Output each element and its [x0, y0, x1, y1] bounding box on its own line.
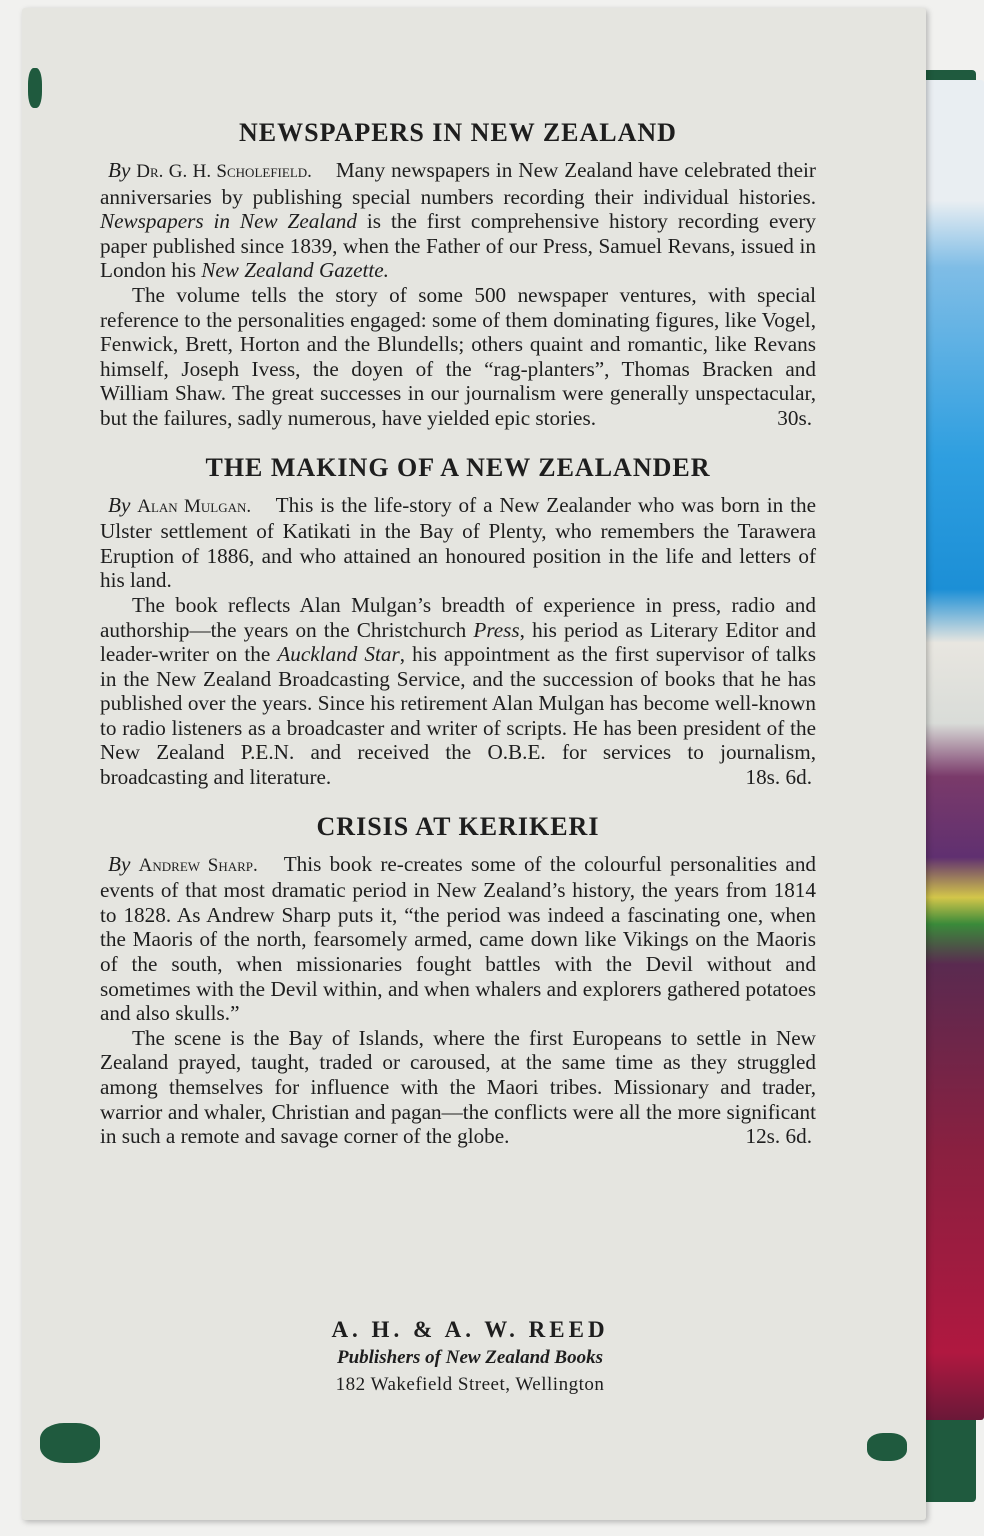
byline-by: By	[108, 492, 131, 517]
newspaper-title-italic: Auckland Star	[277, 642, 400, 667]
section-paragraph	[100, 283, 816, 431]
author-name: Alan Mulgan.	[137, 495, 252, 517]
publisher-tagline: Publishers of New Zealand Books	[336, 1347, 604, 1368]
paragraph-text: The book reflects Alan Mulgan’s breadth of experience in press, radio and authorship—the years on the Christchurch	[100, 592, 816, 642]
section-paragraph	[100, 493, 816, 593]
publisher-imprint	[250, 1315, 690, 1399]
paragraph-text: The scene is the Bay of Islands, where the first Europeans to settle in New Zealand prayed, taught, traded or caroused, at the same time as they struggled among themselves for influence with the Maori tribes. Missionary and trader, warrior and whaler, Christian and pagan—the conflicts were all the more significant in such a remote and savage corner of the globe.	[100, 1025, 816, 1149]
section-making-of-new-zealander	[100, 453, 816, 790]
book-title-italic: Newspapers in New Zealand	[100, 209, 357, 234]
corner-wear-bottom-right	[867, 1433, 907, 1461]
paragraph-text: The volume tells the story of some 500 newspaper ventures, with special reference to the personalities engaged: some of them dominating figures, like Vogel, Fenwick, Brett, Horton and the Blundells; others quaint and romantic, like Revans himself, Joseph Ivess, the doyen of the “rag-planters”, Thomas Bracken and William Shaw. The great successes in our journalism were generally unspectacular, but the failures, sadly numerous, have yielded epic stories.	[100, 282, 816, 430]
book-title-italic: New Zealand Gazette.	[201, 258, 389, 283]
section-paragraph	[100, 852, 816, 1026]
section-paragraph	[100, 158, 816, 283]
section-paragraph	[100, 593, 816, 790]
price: 18s. 6d.	[745, 765, 812, 790]
newspaper-title-italic: Press	[473, 617, 520, 642]
publisher-name: A. H. & A. W. REED	[331, 1317, 609, 1342]
paragraph-text: is the first comprehensive history recording every paper published since 1839, when the Father of our Press, Samuel Revans, issued in London his	[100, 209, 816, 283]
section-crisis-at-kerikeri	[100, 812, 816, 1149]
corner-wear-top-left	[28, 68, 42, 108]
price: 12s. 6d.	[745, 1124, 812, 1149]
section-paragraph	[100, 1026, 816, 1149]
publisher-address: 182 Wakefield Street, Wellington	[335, 1374, 605, 1395]
section-title: CRISIS AT KERIKERI	[316, 811, 600, 841]
byline-by: By	[108, 158, 131, 182]
author-name: Dr. G. H. Scholefield.	[136, 161, 312, 182]
corner-wear-bottom-left	[40, 1423, 100, 1463]
paragraph-text: This book re-creates some of the colourful personalities and events of that most dramatic period in New Zealand’s history, the years from 1814 to 1828. As Andrew Sharp puts it, “the period was indeed a fascinating one, when the Maoris of the north, fearsomely armed, came down like Vikings on the Maoris of the south, when missionaries fought battles with the Devil without and sometimes with the Devil within, and when whalers and explorers gathered potatoes and also skulls.”	[100, 851, 817, 1026]
byline-by: By	[108, 851, 131, 876]
paragraph-text: This is the life-story of a New Zealander who was born in the Ulster settlement of Katikati in the Bay of Plenty, who remembers the Tarawera Eruption of 1886, and who attained an honoured position in the life and letters of his land.	[100, 492, 816, 593]
section-newspapers	[100, 118, 816, 431]
paragraph-text: , his period as Literary Editor and leader-writer on the	[100, 617, 816, 667]
price: 30s.	[777, 405, 812, 430]
paragraph-text: Many newspapers in New Zealand have celebrated their anniversaries by publishing special numbers recording their individual histories.	[100, 158, 816, 209]
section-title: NEWSPAPERS IN NEW ZEALAND	[239, 118, 677, 147]
author-name: Andrew Sharp.	[138, 854, 258, 876]
section-title: THE MAKING OF A NEW ZEALANDER	[205, 452, 711, 482]
paragraph-text: , his appointment as the first supervisor of talks in the New Zealand Broadcasting Service, and the succession of books that he has published over the years. Since his retirement Alan Mulgan has become well-known to radio listeners as a broadcaster and writer of scripts. He has been president of the New Zealand P.E.N. and received the O.B.E. for services to journalism, broadcasting and literature.	[100, 642, 816, 790]
jacket-text	[100, 118, 816, 1171]
